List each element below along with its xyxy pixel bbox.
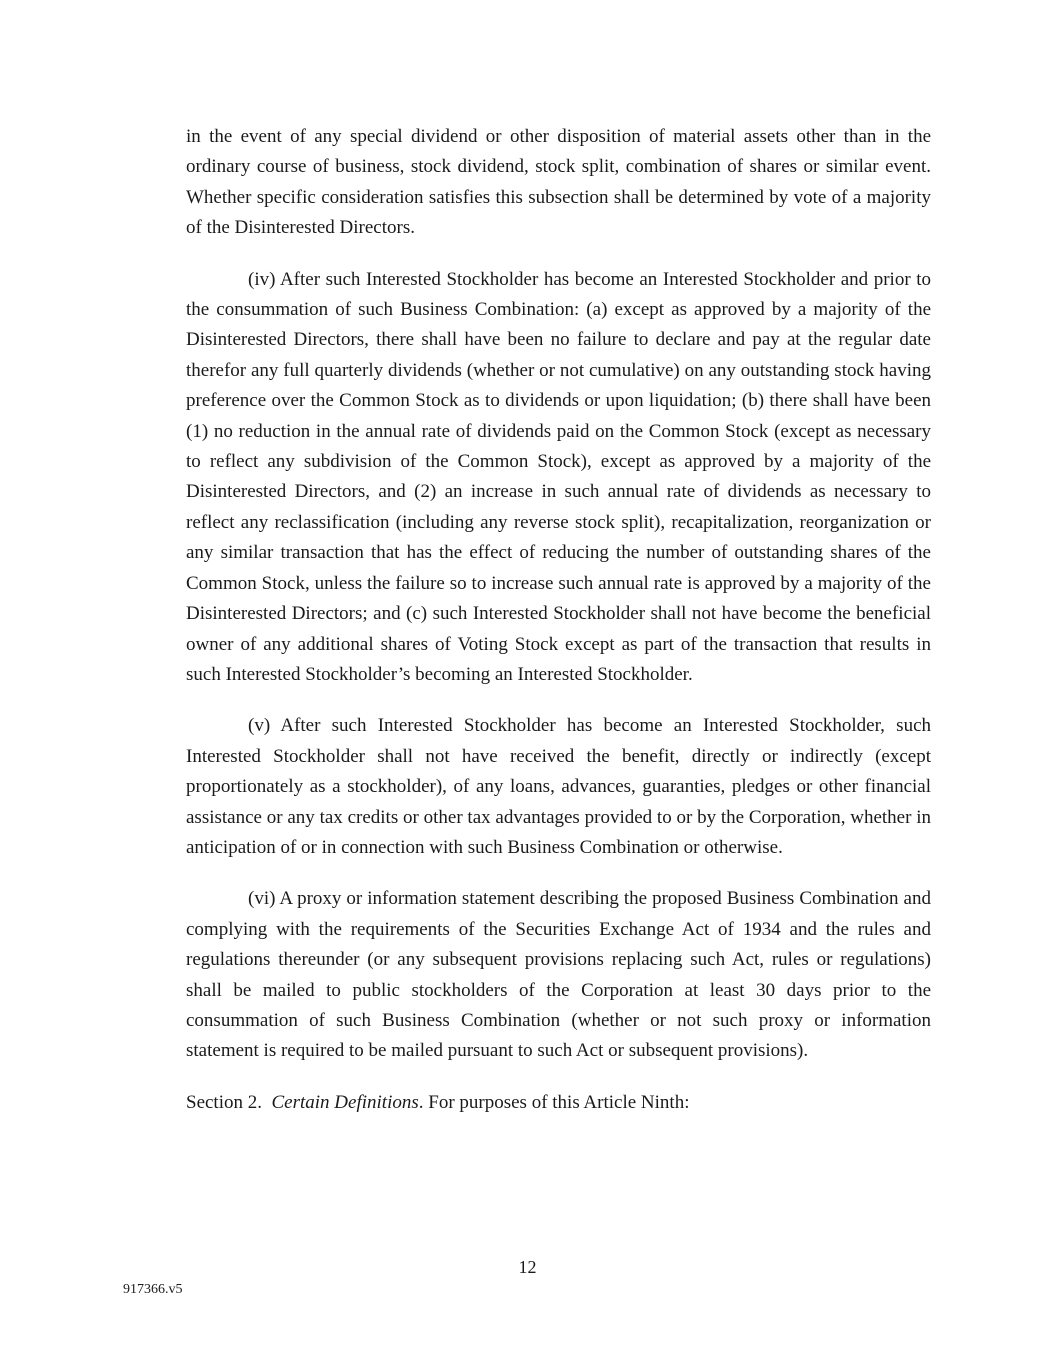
page-number: 12 xyxy=(518,1257,537,1277)
paragraph-continuation: in the event of any special dividend or other disposition of material assets other than in the ordinary course of business, stock dividend, stock split, combination of shares or similar event. Whether specific consideration satisfies this subsection shall be determined by vote of a majority of the Disinterested Directors. xyxy=(186,126,931,239)
paragraph-vi: (vi) A proxy or information statement describing the proposed Business Combination and complying with the requirements of the Securities Exchange Act of 1934 and the rules and regulations thereunder (or any subsequent provisions replacing such Act, rules or regulations) shall be mailed to public stockholders of the Corporation at least 30 days prior to the consummation of such Business Combination (whether or not such proxy or information statement is required to be mailed pursuant to such Act or subsequent provisions). xyxy=(186,888,931,1062)
section-title: Certain Definitions xyxy=(271,1091,419,1113)
section-intro: . For purposes of this Article Ninth: xyxy=(418,1091,690,1113)
document-id: 917366.v5 xyxy=(123,1282,183,1297)
paragraph-iv: (iv) After such Interested Stockholder has become an Interested Stockholder and prior to the consummation of such Business Combination: (a) except as approved by a majority of the Disinterested Directors, there shall have been no failure to declare and pay at the regular date therefor any full quarterly dividends (whether or not cumulative) on any outstanding stock having preference over the Common Stock as to dividends or upon liquidation; (b) there shall have been (1) no reduction in the annual rate of dividends paid on the Common Stock (except as necessary to reflect any subdivision of the Common Stock), except as approved by a majority of the Disinterested Directors, and (2) an increase in such annual rate of dividends as necessary to reflect any reclassification (including any reverse stock split), recapitalization, reorganization or any similar transaction that has the effect of reducing the number of outstanding shares of the Common Stock, unless the failure so to increase such annual rate is approved by a majority of the Disinterested Directors; and (c) such Interested Stockholder shall not have become the beneficial owner of any additional shares of Voting Stock except as part of the transaction that results in such Interested Stockholder’s becoming an Interested Stockholder. xyxy=(186,268,931,685)
paragraph-v: (v) After such Interested Stockholder has become an Interested Stockholder, such Interested Stockholder shall not have received the benefit, directly or indirectly (except proportionately as a stockholder), of any loans, advances, guaranties, pledges or other financial assistance or any tax credits or other tax advantages provided to or by the Corporation, whether in anticipation of or in connection with such Business Combination or otherwise. xyxy=(186,715,931,858)
section-2-heading xyxy=(186,1088,931,1118)
section-number: Section 2. xyxy=(186,1091,262,1113)
document-body xyxy=(186,122,931,1118)
